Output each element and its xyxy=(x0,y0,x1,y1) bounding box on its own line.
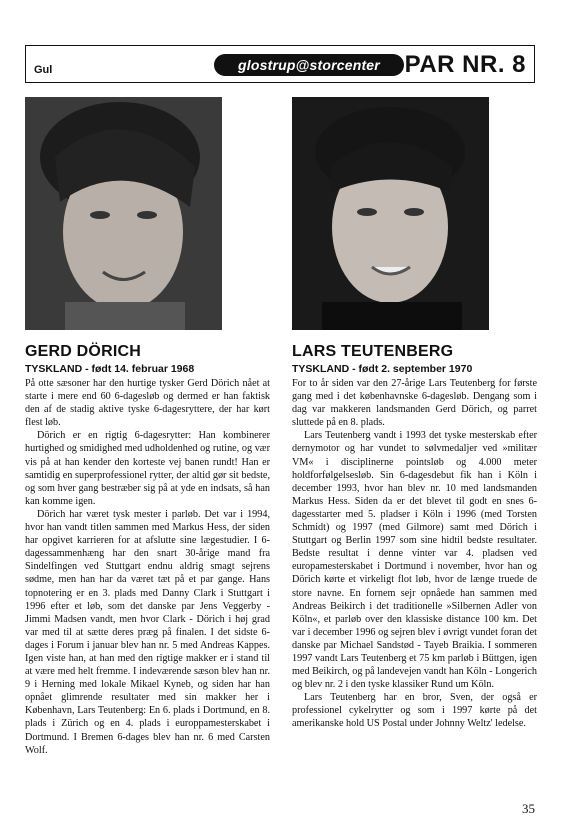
rider-photo-gerd-dorich xyxy=(25,97,222,330)
team-label: Gul xyxy=(34,64,53,76)
rider-subtitle: TYSKLAND - født 14. februar 1968 xyxy=(25,363,195,375)
rider-name: GERD DÖRICH xyxy=(25,343,141,360)
bio-paragraph: Lars Teutenberg vandt i 1993 det tyske mesterskab efter dernymotor og har vundet to sølvmedaljer ved »militær VM« i disciplinerne pointsløb og 4.000 meter holdforfølgelsesløb. Sin 6-dagesdebut fik han i Köln i december 1993, hvor han blev nr. 10 med landsmanden Markus Hess. Siden da er det blevet til godt en snes 6-dagesstarter med 5. pladser i Köln i 1996 (med Torsten Schmidt) og 1997 (med Gilmore) samt med Dörich i Stuttgart og Berlin 1997 som sine hidtil bedste resultater. Bedste resultat i denne vinter var 4. pladsen ved europamesterskabet i Dortmund i november, hvor han og Dörich kørte et virkeligt flot løb, hvor de længe truede de store navne. En fornem sejr opnåede han sammen med Andreas Beikirch i det traditionelle »Silbernen Adler von Köln«, et parløb over den klassiske distance 100 km. Det var i december 1996 og sejren blev i øvrigt vundet foran det danske par Michael Sandstød - Tayeb Braikia. I sommeren 1997 vandt Lars Teutenberg et 75 km parløb i Büttgen, igen med Beikirch, og på landevejen vandt han Köln - Longerich og blev nr. 2 i den tyske klassiker Rund um Köln. xyxy=(292,430,537,691)
rider-photo-lars-teutenberg xyxy=(292,97,489,330)
bio-paragraph: Lars Teutenberg har en bror, Sven, der også er professionel cykelrytter og som i 1997 kørte på det amerikanske hold US Postal under Johnny Weltz' ledelse. xyxy=(292,692,537,730)
page-header xyxy=(25,45,535,83)
sponsor-logo: glostrup@storcenter xyxy=(214,54,404,76)
bio-paragraph: Dörich har været tysk mester i parløb. Det var i 1994, hvor han vandt titlen sammen med Markus Hess, der siden har opgivet karrieren for at afslutte sine lægestudier. I 6-dagessammenhæng har den snart 30-årige mand fra Sindelfingen ved Stuttgart endnu aldrig smagt sejrens sødme, men han har da været tæt på et par gange. Hans topnotering er en 3. plads med Danny Clark i Stuttgart i 1996 efter et løb, som det danske par Jens Veggerby - Jimmi Madsen vandt, men hvor Clark - Dörich i høj grad var med til at sætte deres præg på finalen. I det sidste 6-dages i Forum i januar blev han nr. 5 med Andreas Kappes. Igen viste han, at han med den rigtige makker er i stand til at være med helt fremme. I indeværende sæson blev han nr. 9 i Herning med lokale Mikael Kyneb, og siden har han opnået glimrende resultater med sin makker her i København, Lars Teutenberg: En 6. plads i Dortmund, en 8. plads i Zürich og en 4. plads i europpamesterskabet i Dortmund. I Bremen 6-dages blev han nr. 6 med Carsten Wolf. xyxy=(25,508,270,756)
bio-paragraph: For to år siden var den 27-årige Lars Teutenberg for første gang med i det københavnske 6-dagesløb. Dengang som i dag var makkeren landsmanden Gerd Dörich, og parret sluttede på en 8. plads. xyxy=(292,378,537,429)
rider-biography-lars-teutenberg xyxy=(292,377,537,731)
rider-subtitle: TYSKLAND - født 2. september 1970 xyxy=(292,363,473,375)
bio-paragraph: På otte sæsoner har den hurtige tysker Gerd Dörich nået at starte i mere end 60 6-dagesløb og dermed er han faktisk den af de stadig aktive tyske 6-dagesryttere, der har kørt flest løb. xyxy=(25,378,270,429)
portrait-icon xyxy=(292,97,489,330)
portrait-icon xyxy=(25,97,222,330)
rider-name: LARS TEUTENBERG xyxy=(292,343,454,360)
pair-number: PAR NR. 8 xyxy=(404,51,526,78)
bio-paragraph: Dörich er en rigtig 6-dagesrytter: Han kombinerer hurtighed og smidighed med udholdenhed og rutine, og vær vis på at han kender den korteste vej banen rundt! Han er samtidig en superprofessionel rytter, der altid gør sit bedste, og som hver gang bestræber sig på at yde en indsats, så han kan komme igen. xyxy=(25,430,270,507)
page-number: 35 xyxy=(522,801,535,816)
rider-biography-gerd-dorich xyxy=(25,377,270,757)
